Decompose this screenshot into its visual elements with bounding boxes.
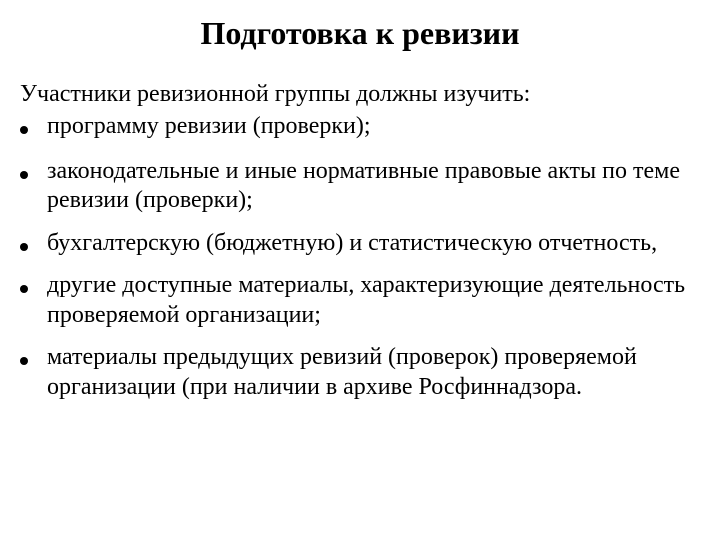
bullet-dot-icon (20, 285, 28, 293)
bullet-dot-icon (20, 171, 28, 179)
bullet-text: материалы предыдущих ревизий (проверок) проверяемой организации (при наличии в архиве Росфиннадзора. (47, 344, 637, 400)
bullet-text: законодательные и иные нормативные правовые акты по теме ревизии (проверки); (47, 157, 680, 213)
bullet-text: программу ревизии (проверки); (47, 113, 371, 139)
bullet-text: бухгалтерскую (бюджетную) и статистическую отчетность, (47, 229, 658, 256)
bullet-list (20, 112, 710, 417)
bullet-item (20, 343, 710, 402)
bullet-text: другие доступные материалы, характеризующие деятельность проверяемой организации; (47, 272, 686, 328)
bullet-item (20, 112, 710, 142)
bullet-dot-icon (20, 126, 28, 134)
bullet-dot-icon (20, 357, 28, 365)
bullet-item (20, 229, 710, 259)
slide-title: Подготовка к ревизии (200, 15, 520, 51)
bullet-item (20, 271, 710, 330)
intro-text: Участники ревизионной группы должны изучить: (20, 81, 531, 107)
bullet-dot-icon (20, 243, 28, 251)
bullet-item (20, 157, 710, 216)
